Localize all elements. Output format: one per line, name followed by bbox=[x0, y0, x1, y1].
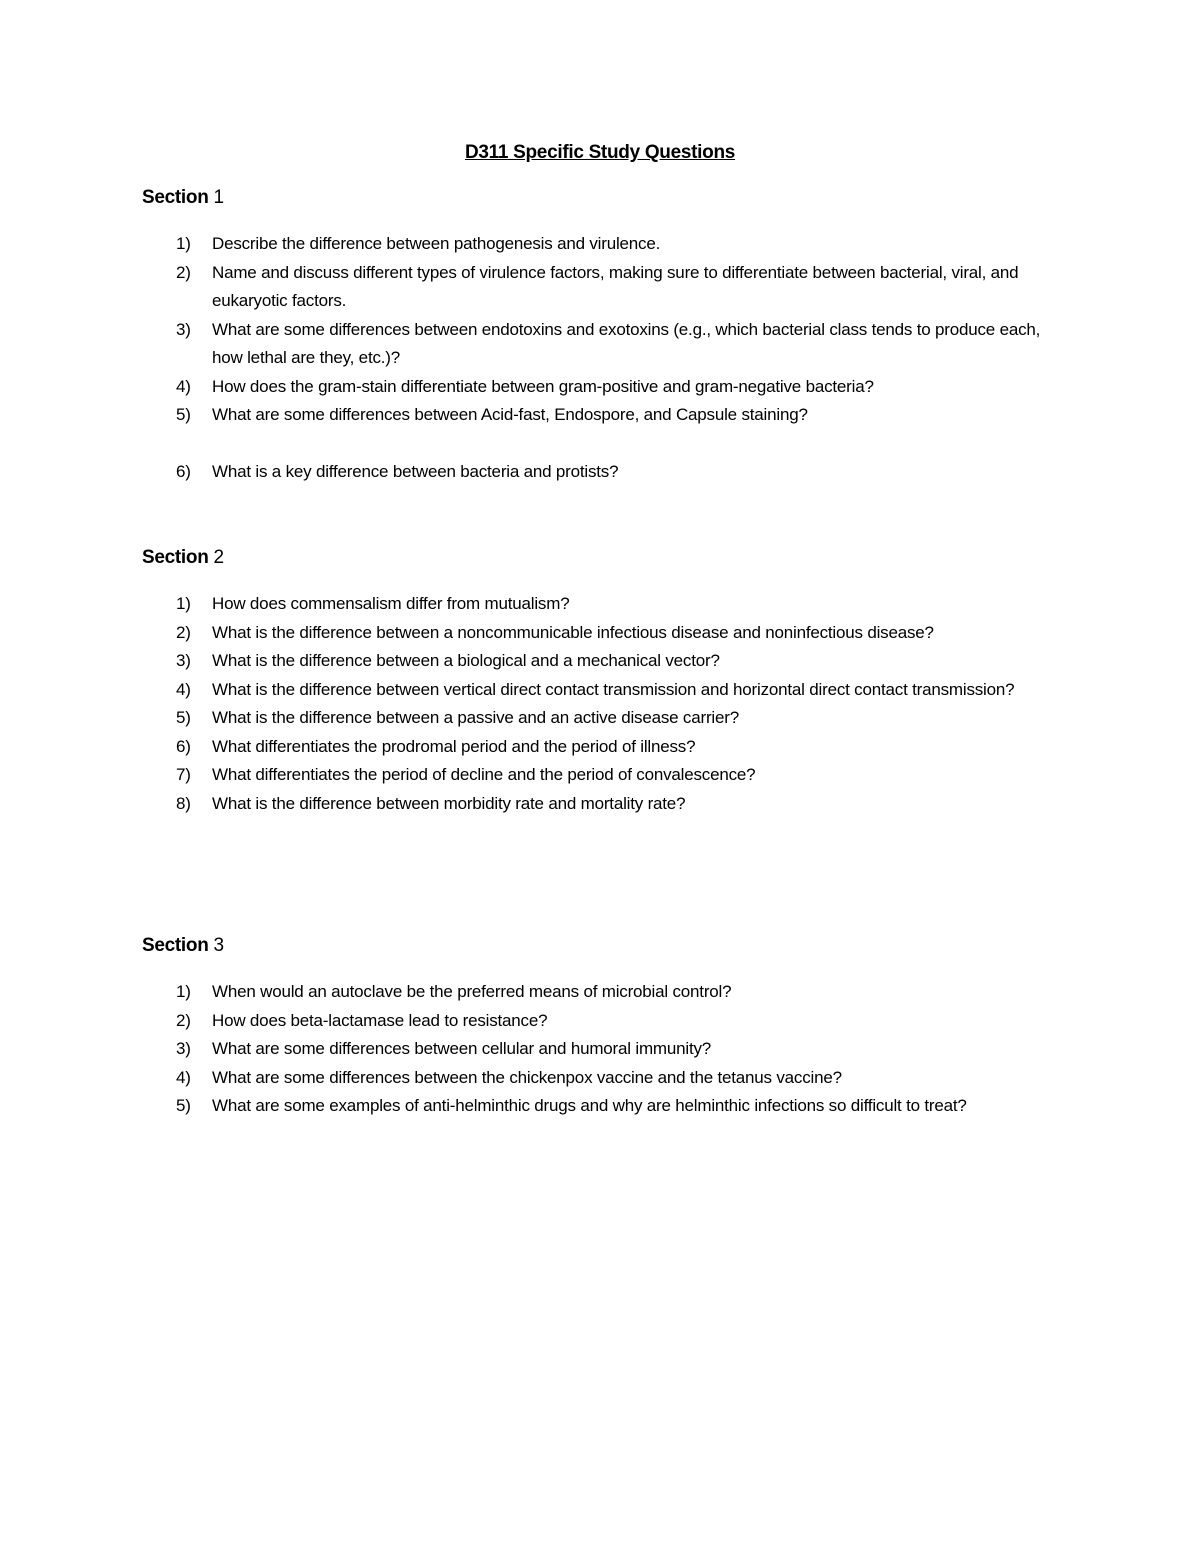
question-item bbox=[142, 458, 1072, 487]
question-number: 2) bbox=[176, 1010, 191, 1030]
section-3 bbox=[142, 934, 1072, 1121]
question-number: 5) bbox=[176, 708, 191, 727]
question-number: 2) bbox=[176, 262, 191, 282]
section-number: 3 bbox=[213, 935, 224, 956]
page-title: D311 Specific Study Questions bbox=[464, 142, 736, 163]
question-item bbox=[142, 259, 1072, 316]
question-number: 4) bbox=[176, 1067, 191, 1087]
question-list bbox=[142, 978, 1072, 1121]
question-text: What differentiates the prodromal period and the period of illness? bbox=[212, 736, 696, 756]
question-item bbox=[142, 704, 1072, 733]
question-number: 1) bbox=[176, 234, 191, 253]
section-2 bbox=[142, 546, 1072, 818]
question-text: What is the difference between a noncommunicable infectious disease and noninfectious disease? bbox=[212, 622, 934, 642]
question-number: 5) bbox=[176, 405, 191, 424]
question-item bbox=[142, 230, 1072, 259]
question-text: Name and discuss different types of virulence factors, making sure to differentiate between bacterial, viral, and eukaryotic factors. bbox=[212, 262, 1019, 310]
question-number: 3) bbox=[176, 319, 191, 339]
question-number: 3) bbox=[176, 651, 191, 670]
question-number: 6) bbox=[176, 461, 191, 481]
question-list bbox=[142, 230, 1072, 486]
section-number: 1 bbox=[213, 187, 224, 208]
question-item bbox=[142, 676, 1072, 705]
question-number: 8) bbox=[176, 793, 191, 813]
question-number: 3) bbox=[176, 1039, 191, 1058]
question-list bbox=[142, 590, 1072, 818]
question-item bbox=[142, 761, 1072, 790]
question-text: What differentiates the period of decline and the period of convalescence? bbox=[212, 765, 756, 784]
section-heading bbox=[142, 546, 1072, 570]
question-item bbox=[142, 316, 1072, 373]
section-number: 2 bbox=[213, 547, 224, 568]
section-heading bbox=[142, 934, 1072, 958]
question-text: How does the gram-stain differentiate between gram-positive and gram-negative bacteria? bbox=[212, 376, 874, 396]
question-item bbox=[142, 790, 1072, 819]
question-text: What are some differences between Acid-fast, Endospore, and Capsule staining? bbox=[212, 405, 808, 424]
question-item bbox=[142, 1064, 1072, 1093]
question-number: 6) bbox=[176, 736, 191, 756]
question-text: How does beta-lactamase lead to resistance? bbox=[212, 1010, 548, 1030]
question-text: How does commensalism differ from mutualism? bbox=[212, 594, 570, 613]
section-1 bbox=[142, 186, 1072, 486]
question-item bbox=[142, 733, 1072, 762]
question-text: When would an autoclave be the preferred means of microbial control? bbox=[212, 982, 732, 1001]
question-number: 4) bbox=[176, 376, 191, 396]
question-number: 1) bbox=[176, 594, 191, 613]
question-item bbox=[142, 1092, 1072, 1121]
question-item bbox=[142, 590, 1072, 619]
question-text: What is the difference between a biological and a mechanical vector? bbox=[212, 651, 720, 670]
question-text: What are some differences between the chickenpox vaccine and the tetanus vaccine? bbox=[212, 1067, 842, 1087]
section-heading bbox=[142, 186, 1072, 210]
question-item bbox=[142, 978, 1072, 1007]
question-text: What are some examples of anti-helminthic drugs and why are helminthic infections so difficult to treat? bbox=[212, 1096, 967, 1115]
section-label: Section bbox=[142, 187, 209, 208]
question-text: What is the difference between morbidity rate and mortality rate? bbox=[212, 793, 686, 813]
question-item bbox=[142, 1035, 1072, 1064]
question-text: What is a key difference between bacteria and protists? bbox=[212, 461, 619, 481]
question-text: What is the difference between a passive and an active disease carrier? bbox=[212, 708, 739, 727]
question-number: 1) bbox=[176, 982, 191, 1001]
question-text: What are some differences between cellular and humoral immunity? bbox=[212, 1039, 712, 1058]
section-label: Section bbox=[142, 935, 209, 956]
question-text: What is the difference between vertical direct contact transmission and horizontal direct contact transmission? bbox=[212, 679, 1015, 699]
question-item bbox=[142, 647, 1072, 676]
section-label: Section bbox=[142, 547, 209, 568]
question-number: 4) bbox=[176, 679, 191, 699]
question-number: 7) bbox=[176, 765, 191, 784]
question-number: 5) bbox=[176, 1096, 191, 1115]
question-text: Describe the difference between pathogenesis and virulence. bbox=[212, 234, 661, 253]
question-number: 2) bbox=[176, 622, 191, 642]
question-item bbox=[142, 619, 1072, 648]
question-item bbox=[142, 1007, 1072, 1036]
question-item bbox=[142, 373, 1072, 402]
question-text: What are some differences between endotoxins and exotoxins (e.g., which bacterial class tends to produce each, how lethal are they, etc.)? bbox=[212, 319, 1041, 367]
question-item bbox=[142, 401, 1072, 430]
